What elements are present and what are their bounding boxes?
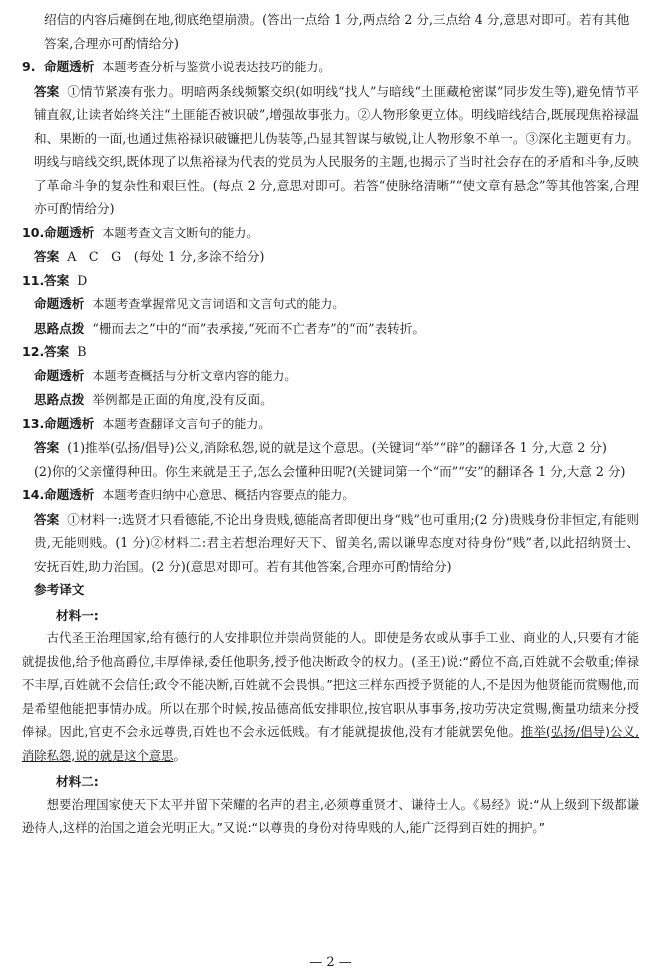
q12-tag: 命题透析 (34, 367, 85, 383)
q13-answer-2 (22, 460, 639, 484)
q14-header (22, 483, 639, 508)
reference-title (22, 578, 639, 602)
text-line (22, 8, 639, 55)
q12-desc: 本题考查概括与分析文章内容的能力。 (92, 368, 297, 383)
q12-tip-text: 举例都是正面的角度,没有反面。 (92, 392, 273, 407)
q14-number: 14. (22, 487, 45, 502)
q10-number: 10. (22, 224, 45, 240)
q12-tip (22, 388, 639, 412)
q14-answer-label: 答案 (34, 511, 60, 527)
q12-analysis (22, 364, 639, 389)
q13-answer-text-1: (1)推举(弘扬/倡导)公义,消除私怨,说的就是这个意思。(关键词“举”“辟”的翻译各 1 分,大意 2 分) (67, 440, 607, 455)
material-1-underlined: 推举(弘扬/倡导)公义,消除私怨,说的就是这个意思 (22, 725, 639, 763)
q9-answer-label: 答案 (34, 83, 60, 99)
q12-answer-text: B (77, 344, 87, 359)
q9-answer (22, 80, 639, 221)
material-2-text: 想要治理国家使天下太平并留下荣耀的名声的君主,必须尊重贤才、谦待士人。《易经》说:“从上级到下级都谦逊待人,这样的治国之道会光明正大。”又说:“以尊贵的身份对待卑贱的人,能广泛得到百姓的拥护。” (22, 797, 639, 835)
q12-tip-label: 思路点拨 (34, 392, 85, 407)
line-1: 绍信的内容后瘫倒在地,彻底绝望崩溃。(答出一点给 1 分,两点给 2 分,三点给 4 分,意思对即可。若有其他 (44, 12, 630, 27)
q12-number: 12. (22, 344, 45, 359)
q10-desc: 本题考查文言文断句的能力。 (102, 225, 259, 240)
reference-title-text: 参考译文 (34, 582, 85, 597)
q9-desc: 本题考查分析与鉴赏小说表达技巧的能力。 (102, 60, 331, 74)
q11-answer-label: 答案 (44, 272, 70, 288)
q11-tip-text: “栅而去之”中的“而”表承接,“死而不亡者寿”的“而”表转折。 (92, 320, 425, 336)
q11-analysis (22, 292, 639, 317)
q13-answer-text-2: (2)你的父亲懂得种田。你生来就是王子,怎么会懂种田呢?(关键词第一个“而”“安”的翻译各 1 分,大意 2 分) (34, 463, 626, 479)
material-1-end: 。 (173, 748, 186, 763)
material-1-heading: 材料一: (56, 607, 99, 623)
q11-answer-text: D (77, 272, 88, 288)
q14-answer-text: ①材料一:选贤才只看德能,不论出身贵贱,德能高者即便出身“贱”也可重用;(2 分)贵贱身份非恒定,有能则贵,无能则贱。(1 分)②材料二:君主若想治理好天下、留美名,需以谦卑态度对待身份“贱”者,以此招纳贤士、安抚百姓,助力治国。(2 分)(意思对即可。若有其他答案,合理亦可酌情给分) (34, 511, 640, 574)
q12-answer-label: 答案 (44, 344, 70, 359)
q10-answer-label: 答案 (34, 249, 60, 264)
q10-answer-text: A C G (每处 1 分,多涂不给分) (67, 249, 265, 264)
q11-header (22, 269, 639, 293)
page-number: — 2 — (309, 955, 352, 970)
q11-number: 11. (22, 272, 45, 288)
q9-header (22, 55, 639, 80)
q12-header (22, 340, 639, 364)
q11-tip (22, 317, 639, 341)
q11-tip-label: 思路点拨 (34, 320, 85, 336)
q10-tag: 命题透析 (44, 224, 95, 240)
q14-answer (22, 508, 639, 579)
q14-tag: 命题透析 (44, 487, 95, 502)
q13-tag: 命题透析 (44, 415, 95, 431)
q11-tag: 命题透析 (34, 296, 85, 311)
q13-desc: 本题考查翻译文言句子的能力。 (102, 416, 271, 431)
q9-number: 9. (22, 59, 36, 74)
q10-answer (22, 245, 639, 269)
q13-number: 13. (22, 415, 45, 431)
q13-header (22, 412, 639, 437)
line-2: 答案,合理亦可酌情给分) (44, 35, 179, 51)
q13-answer-label: 答案 (34, 440, 60, 455)
material-1-text (22, 627, 639, 768)
material-1-body: 古代圣王治理国家,给有德行的人安排职位并崇尚贤能的人。即使是务农或从事手工业、商业的人,只要有才能就提拔他,给予他高爵位,丰厚俸禄,委任他职务,授予他决断政令的权力。(圣王)说:“爵位不高,百姓就不会敬重;俸禄不丰厚,百姓就不会信任;政令不能决断,百姓就不会畏惧。”把这三样东西授予贤能的人,不是因为他贤能而赏赐他,而是希望他能把事情办成。所以在那个时候,按品德高低安排职位,按官职从事事务,按功劳决定赏赐,衡量功绩来分授俸禄。因此,官吏不会永远尊贵,百姓也不会永远低贱。有才能就提拔他,没有才能就罢免他。 (22, 631, 639, 739)
q14-desc: 本题考查归纳中心意思、概括内容要点的能力。 (102, 488, 355, 502)
q9-tag: 命题透析 (44, 59, 95, 74)
q9-answer-text: ①情节紧凑有张力。明暗两条线频繁交织(如明线“找人”与暗线“土匪藏枪密谋”同步发生等),避免情节平铺直叙,让读者始终关注“土匪能否被识破”,增强故事张力。②人物形象更立体。明线暗线结合,既展现焦裕禄温和、果断的一面,也通过焦裕禄识破镰把儿伪装等,凸显其智谋与敏锐,让人物形象不单一。③深化主题更有力。明线与暗线交织,既体现了以焦裕禄为代表的党员为人民服务的主题,也揭示了当时社会存在的矛盾和斗争,反映了革命斗争的复杂性和艰巨性。(每点 2 分,意思对即可。若答“使脉络清晰”“使文章有悬念”等其他答案,合理亦可酌情给分) (34, 83, 639, 216)
q13-answer-1 (22, 436, 639, 460)
q11-desc: 本题考查掌握常见文言词语和文言句式的能力。 (92, 297, 345, 311)
material-2-heading: 材料二: (56, 774, 99, 789)
q10-header (22, 221, 639, 246)
